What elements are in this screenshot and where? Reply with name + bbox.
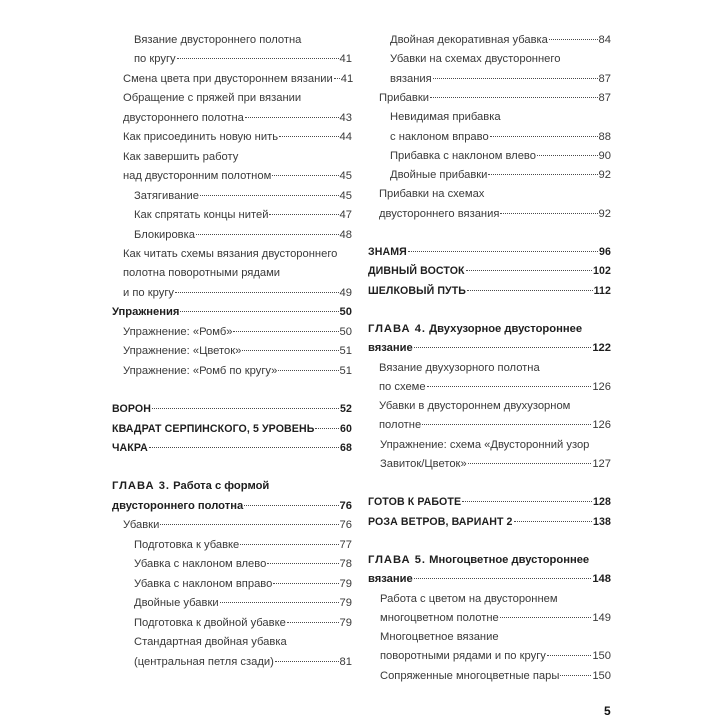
toc-entry-title: Убавки на схемах двустороннего (390, 53, 561, 66)
toc-page-number: 87 (598, 72, 611, 85)
toc-leader-dots (422, 424, 591, 425)
toc-entry (112, 244, 352, 264)
toc-leader-dots (200, 195, 339, 196)
toc-entry-title: ШЕЛКОВЫЙ ПУТЬ (368, 284, 467, 297)
toc-entry-title: Многоцветное вязание (380, 631, 499, 644)
toc-entry (112, 283, 352, 303)
toc-leader-dots (245, 117, 339, 118)
toc-leader-dots (180, 311, 338, 312)
toc-entry-title: Подготовка к двойной убавке (134, 616, 286, 629)
toc-page-number: 51 (339, 364, 352, 377)
toc-entry-title: ДИВНЫЙ ВОСТОК (368, 265, 465, 278)
toc-page-number: 112 (593, 284, 611, 297)
toc-page-number: 50 (339, 325, 352, 338)
toc-entry-title: Упражнение: «Ромб по кругу» (123, 364, 278, 377)
chapter-label: ГЛАВА 3. (112, 480, 171, 493)
toc-entry-title (368, 319, 582, 339)
chapter-title: Двухузорное двустороннее (426, 322, 583, 335)
toc-page-number: 92 (598, 207, 611, 220)
toc-entry-title: Вязание двустороннего полотна (134, 34, 302, 46)
toc-leader-dots (149, 447, 339, 448)
toc-entry (368, 550, 611, 570)
toc-leader-dots (467, 290, 593, 291)
toc-leader-dots (240, 544, 338, 545)
toc-entry (112, 186, 352, 206)
toc-page-number: 43 (339, 111, 352, 124)
toc-page-number: 45 (339, 189, 352, 202)
toc-entry (368, 30, 611, 50)
toc-leader-dots (278, 370, 338, 371)
page-number: 5 (604, 704, 611, 718)
toc-page-number: 76 (339, 499, 352, 512)
toc-leader-dots (462, 501, 592, 502)
toc-entry (112, 535, 352, 555)
toc-entry-title: Упражнение: «Цветок» (123, 345, 242, 358)
toc-entry (368, 338, 611, 358)
toc-entry-title: Подготовка к убавке (134, 538, 240, 551)
toc-entry (368, 396, 611, 416)
toc-leader-dots (242, 350, 338, 351)
toc-leader-dots (466, 270, 592, 271)
toc-page-number: 48 (339, 228, 352, 241)
toc-entry-title: Прибавки (379, 91, 429, 104)
toc-entry (112, 652, 352, 672)
toc-entry-title: Затягивание (134, 189, 199, 202)
toc-entry-title: Сопряженные многоцветные пары (380, 669, 560, 682)
toc-leader-dots (152, 408, 339, 409)
toc-page-number: 102 (593, 265, 611, 278)
toc-entry (112, 341, 352, 361)
toc-entry-title: (центральная петля сзади) (134, 655, 274, 668)
toc-entry (368, 69, 611, 89)
toc-entry-title: по схеме (379, 380, 426, 393)
toc-page-number: 68 (340, 442, 352, 454)
toc-entry-title: Работа с цветом на двустороннем (380, 592, 558, 605)
toc-entry-title: над двусторонним полотном (123, 170, 272, 183)
toc-entry-title (112, 476, 269, 496)
toc-entry (368, 415, 611, 435)
toc-entry-title: Стандартная двойная убавка (134, 636, 287, 649)
toc-page-number: 47 (339, 209, 352, 222)
toc-leader-dots (560, 675, 591, 676)
toc-entry-title: Прибавки на схемах (379, 188, 485, 201)
toc-entry (112, 127, 352, 147)
toc-entry (112, 322, 352, 342)
toc-leader-dots (468, 463, 592, 464)
chapter-title: Многоцветное двустороннее (426, 553, 590, 566)
toc-leader-dots (273, 583, 338, 584)
toc-entry (368, 608, 611, 628)
toc-leader-dots (500, 617, 592, 618)
toc-leader-dots (160, 524, 338, 525)
toc-entry-title: вязание (368, 342, 413, 355)
toc-leader-dots (244, 505, 338, 506)
toc-entry-title: двустороннего полотна (123, 111, 244, 124)
toc-entry-title: вязания (390, 72, 432, 85)
toc-page-number: 44 (339, 131, 352, 144)
toc-entry-title: Невидимая прибавка (390, 111, 501, 124)
toc-entry-title: Упражнение: «Ромб» (123, 325, 233, 338)
chapter-label: ГЛАВА 4. (368, 322, 427, 335)
toc-page-number: 88 (598, 130, 611, 143)
toc-leader-dots (414, 347, 592, 348)
toc-entry (368, 184, 611, 204)
toc-page-number: 78 (339, 558, 352, 571)
toc-page-number: 148 (592, 573, 611, 586)
chapter-label: ГЛАВА 5. (368, 553, 427, 566)
toc-entry-title: полотна поворотными рядами (123, 267, 281, 280)
toc-entry (368, 512, 611, 532)
toc-page-number: 79 (339, 616, 352, 629)
toc-entry-title: ГОТОВ К РАБОТЕ (368, 496, 462, 509)
toc-entry (112, 88, 352, 108)
toc-entry (112, 515, 352, 535)
toc-page-number: 126 (592, 419, 611, 432)
toc-leader-dots (315, 428, 339, 429)
toc-leader-dots (514, 521, 592, 522)
toc-leader-dots (220, 602, 339, 603)
toc-entry (368, 319, 611, 339)
toc-page-number: 79 (339, 577, 352, 590)
toc-entry-title: и по кругу (123, 286, 175, 299)
toc-page-number: 84 (598, 34, 611, 46)
toc-entry-title: поворотными рядами и по кругу (380, 650, 546, 663)
toc-leader-dots (537, 155, 598, 156)
toc-page-number: 52 (340, 403, 352, 416)
toc-page-number: 149 (592, 611, 611, 624)
toc-leader-dots (334, 78, 340, 79)
toc-page-number: 122 (592, 342, 611, 355)
toc-entry (112, 593, 352, 613)
toc-page-number: 96 (599, 246, 611, 258)
toc-entry-title: ЗНАМЯ (368, 246, 407, 258)
toc-leader-dots (279, 136, 339, 137)
toc-entry-title: многоцветном полотне (380, 611, 499, 624)
toc-entry-title: Завиток/Цветок» (380, 458, 467, 470)
toc-page-number: 128 (593, 496, 611, 509)
toc-entry (112, 49, 352, 69)
toc-entry (112, 225, 352, 245)
toc-page-number: 127 (592, 458, 611, 470)
toc-entry (112, 419, 352, 439)
toc-page-number: 79 (339, 597, 352, 610)
toc-entry-title: двустороннего вязания (379, 207, 500, 220)
toc-entry (112, 476, 352, 496)
toc-entry-title: Упражнение: схема «Двусторонний узор (380, 438, 590, 451)
toc-entry-title: Убавка с наклоном вправо (134, 577, 273, 590)
toc-entry (112, 147, 352, 167)
toc-entry-title: Блокировка (134, 228, 195, 241)
toc-entry (368, 261, 611, 281)
toc-entry (368, 165, 611, 185)
toc-leader-dots (267, 563, 338, 564)
toc-entry (368, 281, 611, 301)
toc-entry (112, 166, 352, 186)
toc-entry (368, 377, 611, 397)
toc-entry (112, 108, 352, 128)
toc-page-number: 77 (339, 538, 352, 551)
toc-entry-title: ВОРОН (112, 403, 151, 416)
toc-entry-title: Двойные прибавки (390, 169, 488, 182)
toc-page-number: 87 (598, 91, 611, 104)
toc-leader-dots (272, 175, 338, 176)
toc-page-number: 150 (592, 669, 611, 682)
toc-leader-dots (490, 136, 598, 137)
toc-entry (368, 88, 611, 108)
toc-leader-dots (547, 655, 591, 656)
toc-entry (368, 589, 611, 609)
toc-entry (368, 242, 611, 262)
toc-entry (368, 107, 611, 127)
toc-page-number: 81 (339, 655, 352, 668)
toc-leader-dots (175, 292, 339, 293)
toc-entry (112, 361, 352, 381)
toc-entry-title: Как читать схемы вязания двустороннего (123, 247, 338, 260)
toc-entry (112, 302, 352, 322)
toc-leader-dots (408, 251, 598, 252)
toc-entry (112, 613, 352, 633)
toc-entry (368, 492, 611, 512)
toc-entry (112, 263, 352, 283)
toc-entry (368, 435, 611, 455)
toc-entry-title: полотне (379, 419, 422, 432)
toc-page-number: 51 (339, 345, 352, 358)
toc-leader-dots (287, 622, 339, 623)
toc-entry (112, 574, 352, 594)
toc-entry (112, 438, 352, 458)
toc-page-number: 49 (339, 286, 352, 299)
toc-entry (112, 205, 352, 225)
toc-entry-title: вязание (368, 573, 413, 586)
toc-leader-dots (430, 97, 598, 98)
toc-entry-title: Убавки (123, 519, 160, 532)
toc-entry (368, 146, 611, 166)
toc-entry (112, 399, 352, 419)
toc-leader-dots (427, 386, 592, 387)
toc-entry (368, 454, 611, 474)
toc-page-number: 41 (339, 53, 352, 66)
toc-entry (112, 496, 352, 516)
toc-page-number: 76 (339, 519, 352, 532)
toc-leader-dots (177, 58, 339, 59)
toc-entry (112, 30, 352, 50)
toc-entry (368, 627, 611, 647)
toc-entry (112, 554, 352, 574)
toc-entry (368, 204, 611, 224)
toc-leader-dots (269, 214, 338, 215)
toc-leader-dots (414, 578, 592, 579)
toc-entry-title: Прибавка с наклоном влево (390, 149, 536, 162)
toc-page-number: 126 (592, 380, 611, 393)
toc-entry-title: Как завершить работу (123, 150, 239, 163)
toc-page-number: 41 (340, 72, 354, 85)
toc-leader-dots (433, 78, 598, 79)
toc-entry (112, 632, 352, 652)
toc-entry-title: двустороннего полотна (112, 499, 244, 512)
toc-entry (368, 127, 611, 147)
toc-page-number: 90 (598, 149, 611, 162)
toc-entry-title: Вязание двухузорного полотна (379, 361, 540, 374)
toc-entry-title: КВАДРАТ СЕРПИНСКОГО, 5 УРОВЕНЬ (112, 422, 315, 435)
toc-entry (112, 69, 352, 89)
toc-entry-title: Обращение с пряжей при вязании (123, 92, 302, 105)
toc-entry-title: Двойные убавки (134, 597, 219, 610)
toc-leader-dots (196, 234, 339, 235)
toc-entry-title: Как спрятать концы нитей (134, 209, 269, 222)
toc-page-number: 60 (340, 422, 352, 435)
toc-entry-title: Как присоединить новую нить (123, 131, 279, 144)
toc-leader-dots (275, 661, 339, 662)
toc-entry-title: Упражнения (112, 306, 180, 319)
toc-entry (368, 646, 611, 666)
toc-page-number: 45 (339, 170, 352, 183)
toc-entry-title: ЧАКРА (112, 442, 148, 454)
toc-entry (368, 569, 611, 589)
toc-leader-dots (233, 331, 338, 332)
chapter-title: Работа с формой (170, 480, 270, 493)
toc-leader-dots (488, 174, 597, 175)
toc-entry-title: Убавка с наклоном влево (134, 558, 267, 571)
toc-page-number: 150 (592, 650, 611, 663)
toc-entry-title: Двойная декоративная убавка (390, 34, 548, 46)
toc-entry-title (368, 550, 589, 570)
toc-leader-dots (549, 39, 598, 40)
toc-page-number: 50 (339, 306, 352, 319)
toc-entry (368, 49, 611, 69)
toc-page-number: 138 (593, 515, 611, 528)
toc-leader-dots (500, 213, 597, 214)
toc-entry-title: по кругу (134, 53, 176, 66)
toc-entry (368, 666, 611, 686)
toc-entry-title: РОЗА ВЕТРОВ, ВАРИАНТ 2 (368, 515, 513, 528)
toc-entry-title: Смена цвета при двустороннем вязании (123, 72, 333, 85)
toc-entry-title: Убавки в двустороннем двухузорном (379, 400, 571, 413)
toc-page-number: 92 (598, 169, 611, 182)
toc-entry (368, 358, 611, 378)
toc-entry-title: с наклоном вправо (390, 130, 489, 143)
